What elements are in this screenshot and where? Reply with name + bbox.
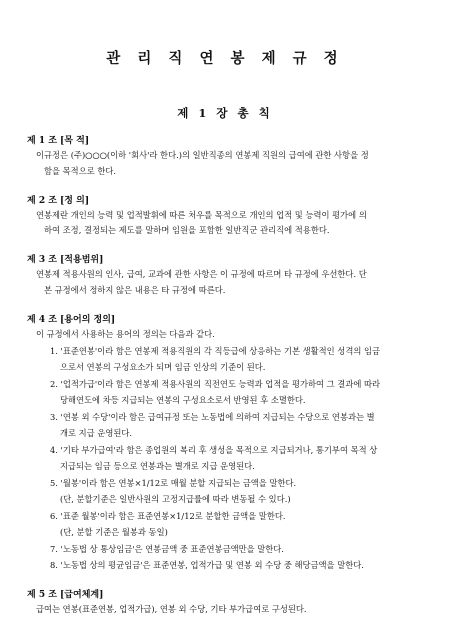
definition-item: 6. '표준 월봉'이라 함은 표준연봉×1/12로 분할한 금액을 말한다.: [50, 511, 286, 521]
definition-item: 8. '노동법 상의 평균임금'은 표준연봉, 업적가급 및 연봉 외 수당 중 해당금액을 말한다.: [50, 560, 364, 570]
article-5-line: 급여는 연봉(표준연봉, 업적가급), 연봉 외 수당, 기타 부가급여로 구성된다.: [36, 604, 307, 614]
article-4-intro: 이 규정에서 사용하는 용어의 정의는 다음과 같다.: [36, 329, 215, 339]
definition-item: 5. '월봉'이라 함은 연봉×1/12로 매월 분할 지급되는 금액을 말한다.: [50, 478, 297, 488]
article-3-line: 연봉제 적용사원의 인사, 급여, 교과에 관한 사항은 이 규정에 따르며 타 규정에 우선한다. 단: [36, 269, 367, 279]
definition-item: 지급되는 임금 등으로 연봉과는 별개로 지급 운영된다.: [60, 461, 255, 471]
article-5-heading: 제 5 조 [급여체계]: [27, 590, 104, 600]
document-title: 관 리 직 연 봉 제 규 정: [106, 50, 344, 67]
article-3-line: 본 규정에서 정하지 않은 내용은 타 규정에 따른다.: [44, 285, 226, 295]
article-1-line: 이규정은 (주)○○○(이하 '회사'라 한다.)의 일반직종의 연봉제 직원의 급여에 관한 사항을 정: [36, 150, 369, 160]
chapter-heading: 제 1 장 총 칙: [177, 106, 273, 120]
definition-item: 개로 지급 운영된다.: [60, 428, 133, 438]
definition-item: 2. '업적가급'이라 함은 연봉제 적용사원의 직전연도 능력과 업적을 평가하여 그 결과에 따라: [50, 379, 381, 389]
article-2-heading: 제 2 조 [정 의]: [27, 196, 90, 206]
article-2-line: 하여 조정, 결정되는 제도를 말하며 임원을 포함한 일반직군 관리직에 적용한다.: [44, 225, 330, 235]
definition-item: 4. '기타 부가급여'라 함은 종업원의 복리 후 생성을 목적으로 지급되거나, 통기부여 목적 상: [50, 445, 378, 455]
definition-item: 당해연도에 차등 지급되는 연봉의 구성요소로서 반영된 후 소멸한다.: [60, 395, 306, 405]
definition-item: 7. '노동법 상 통상임금'은 연봉금액 중 표준연봉금액만을 말한다.: [50, 544, 284, 554]
article-1-line: 함을 목적으로 한다.: [44, 166, 117, 176]
article-2-line: 연봉제란 개인의 능력 및 업적발휘에 따른 처우를 목적으로 개인의 업적 및 능력이 평가에 의: [36, 210, 367, 220]
definition-item: 3. '연봉 외 수당'이라 함은 급여규정 또는 노동법에 의하여 지급되는 수당으로 연봉과는 별: [50, 412, 375, 422]
definition-item: (단, 분할 기준은 월봉과 동일): [60, 527, 168, 537]
definition-item: 1. '표준연봉'이라 함은 연봉제 적용직원의 각 직등급에 상응하는 기본 생활적인 성격의 임금: [50, 346, 381, 356]
article-4-heading: 제 4 조 [용어의 정의]: [27, 315, 116, 325]
definition-item: 으로서 연봉의 구성요소가 되며 임금 인상의 기준이 된다.: [60, 362, 266, 372]
definition-item: (단, 분할기준은 일반사원의 고정지급률에 따라 변동될 수 있다.): [60, 494, 291, 504]
article-1-heading: 제 1 조 [목 적]: [27, 136, 90, 146]
article-3-heading: 제 3 조 [적용범위]: [27, 255, 104, 265]
